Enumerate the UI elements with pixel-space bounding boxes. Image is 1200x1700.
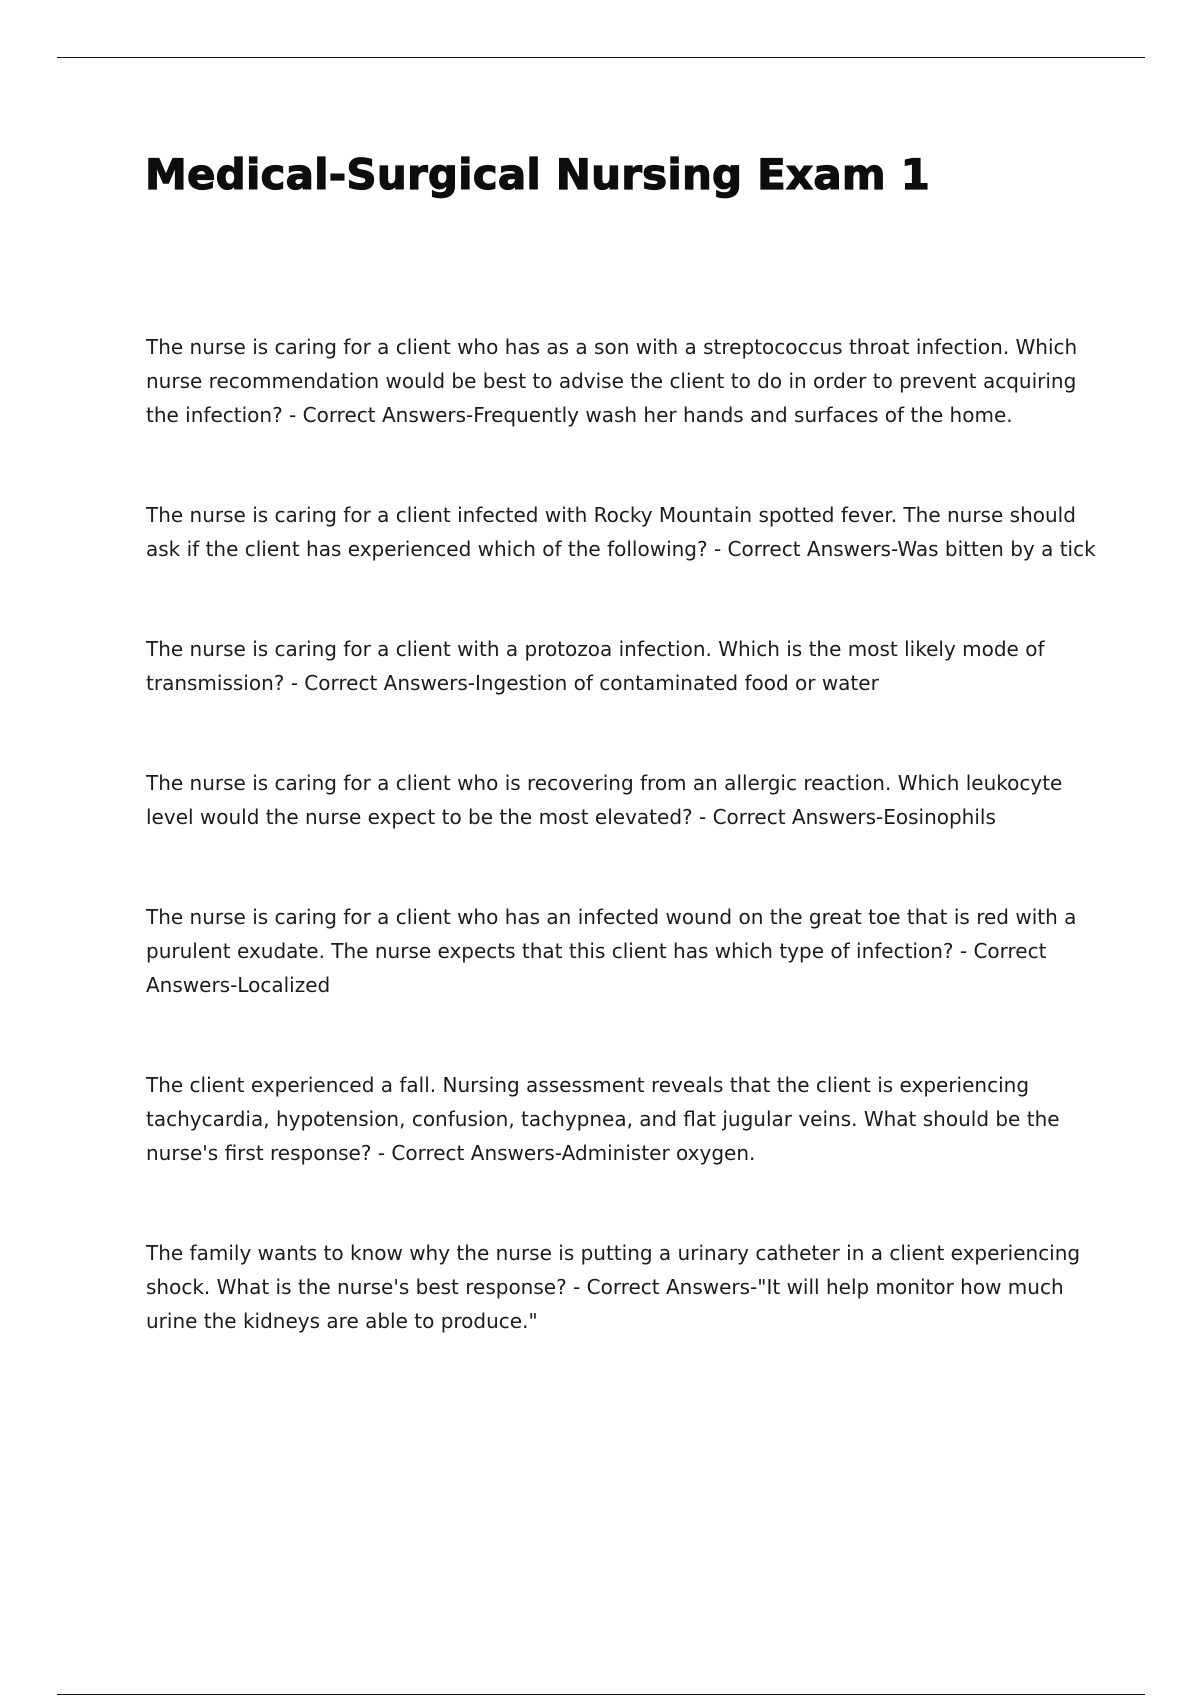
- question-item: The nurse is caring for a client who has an infected wound on the great toe that is red with a purulent exudate. The nurse expects that this client has which type of infection? - Correct Answers-Localized: [146, 905, 1077, 997]
- question-list: [146, 330, 1096, 1404]
- document-title: Medical-Surgical Nursing Exam 1: [145, 150, 931, 199]
- question-item: The client experienced a fall. Nursing assessment reveals that the client is experiencing tachycardia, hypotension, confusion, tachypnea, and flat jugular veins. What should be the nurse's first response? - Correct Answers-Administer oxygen.: [146, 1073, 1060, 1165]
- question-item: The nurse is caring for a client who has as a son with a streptococcus throat infection. Which nurse recommendation would be best to advise the client to do in order to prevent acquiring the infection? - Correct Answers-Frequently wash her hands and surfaces of the home.: [146, 335, 1078, 427]
- bottom-divider: [57, 1694, 1145, 1695]
- question-item: The nurse is caring for a client infected with Rocky Mountain spotted fever. The nurse should ask if the client has experienced which of the following? - Correct Answers-Was bitten by a tick: [146, 503, 1096, 561]
- question-item: The family wants to know why the nurse is putting a urinary catheter in a client experiencing shock. What is the nurse's best response? - Correct Answers-"It will help monitor how much urine the kidneys are able to produce.": [146, 1241, 1081, 1333]
- question-item: The nurse is caring for a client with a protozoa infection. Which is the most likely mode of transmission? - Correct Answers-Ingestion of contaminated food or water: [146, 637, 1045, 695]
- question-item: The nurse is caring for a client who is recovering from an allergic reaction. Which leukocyte level would the nurse expect to be the most elevated? - Correct Answers-Eosinophils: [146, 771, 1063, 829]
- top-divider: [57, 57, 1145, 58]
